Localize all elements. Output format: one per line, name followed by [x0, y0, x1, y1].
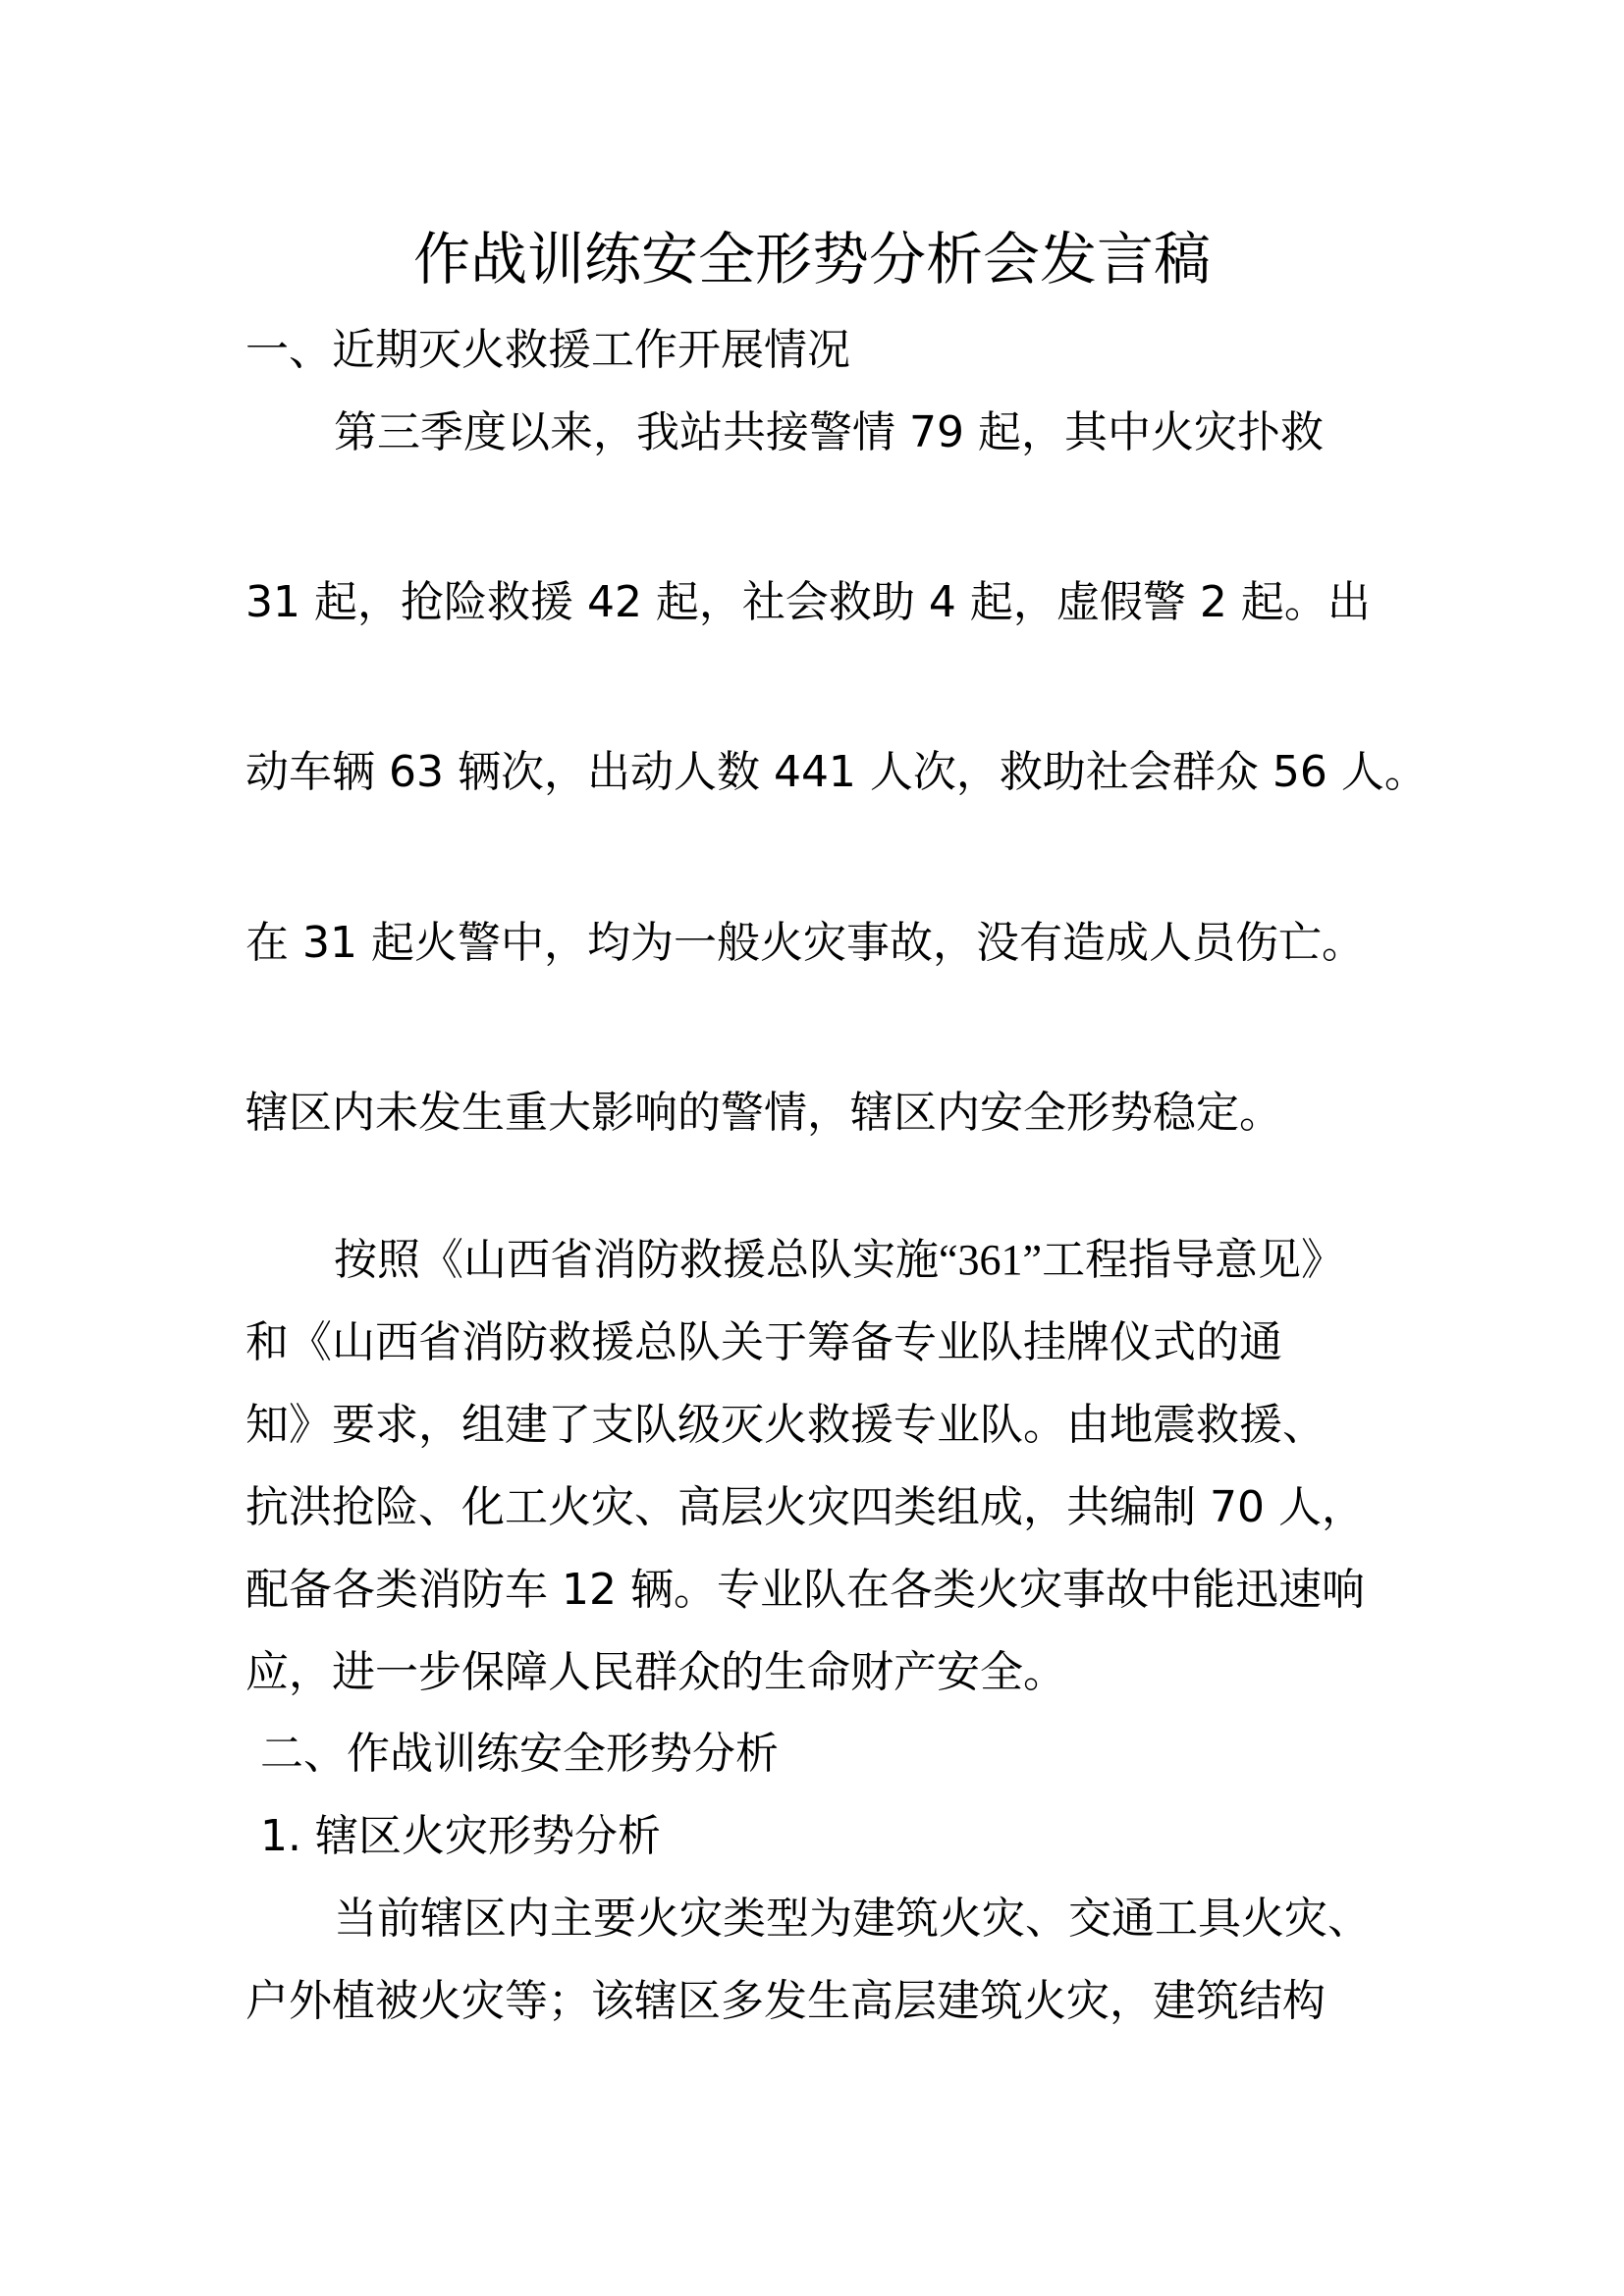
paragraph-line: 配备各类消防车 12 辆。专业队在各类火灾事故中能迅速响 [245, 1565, 1365, 1615]
subsection-heading: 1. 辖区火灾形势分析 [260, 1811, 661, 1861]
paragraph-line: 31 起，抢险救援 42 起，社会救助 4 起，虚假警 2 起。出 [245, 577, 1371, 627]
paragraph-line: 辖区内未发生重大影响的警情，辖区内安全形势稳定。 [245, 1088, 1282, 1138]
paragraph-line: 当前辖区内主要火灾类型为建筑火灾、交通工具火灾、 [334, 1894, 1371, 1944]
section-heading-1: 一、近期灭火救援工作开展情况 [245, 325, 850, 375]
paragraph-line: 知》要求，组建了支队级灭火救援专业队。由地震救援、 [245, 1400, 1326, 1450]
paragraph-line: 动车辆 63 辆次，出动人数 441 人次，救助社会群众 56 人。 [245, 747, 1428, 797]
text-fragment: 按照《山西省消防救援总队实施 [334, 1235, 939, 1285]
paragraph-line: 和《山西省消防救援总队关于筹备专业队挂牌仪式的通 [245, 1317, 1282, 1367]
quoted-number: “361” [939, 1236, 1043, 1284]
text-fragment: 工程指导意见》 [1042, 1235, 1345, 1285]
section-heading-2: 二、作战训练安全形势分析 [260, 1729, 779, 1779]
paragraph-line: 应，进一步保障人民群众的生命财产安全。 [245, 1647, 1066, 1697]
paragraph-line: 抗洪抢险、化工火灾、高层火灾四类组成，共编制 70 人， [245, 1482, 1365, 1532]
paragraph-line: 在 31 起火警中，均为一般火灾事故，没有造成人员伤亡。 [245, 918, 1365, 968]
paragraph-line [334, 1231, 1344, 1290]
document-title: 作战训练安全形势分析会发言稿 [412, 226, 1211, 293]
paragraph-line: 第三季度以来，我站共接警情 79 起，其中火灾扑救 [334, 407, 1324, 457]
paragraph-line: 户外植被火灾等；该辖区多发生高层建筑火灾，建筑结构 [245, 1976, 1326, 2026]
